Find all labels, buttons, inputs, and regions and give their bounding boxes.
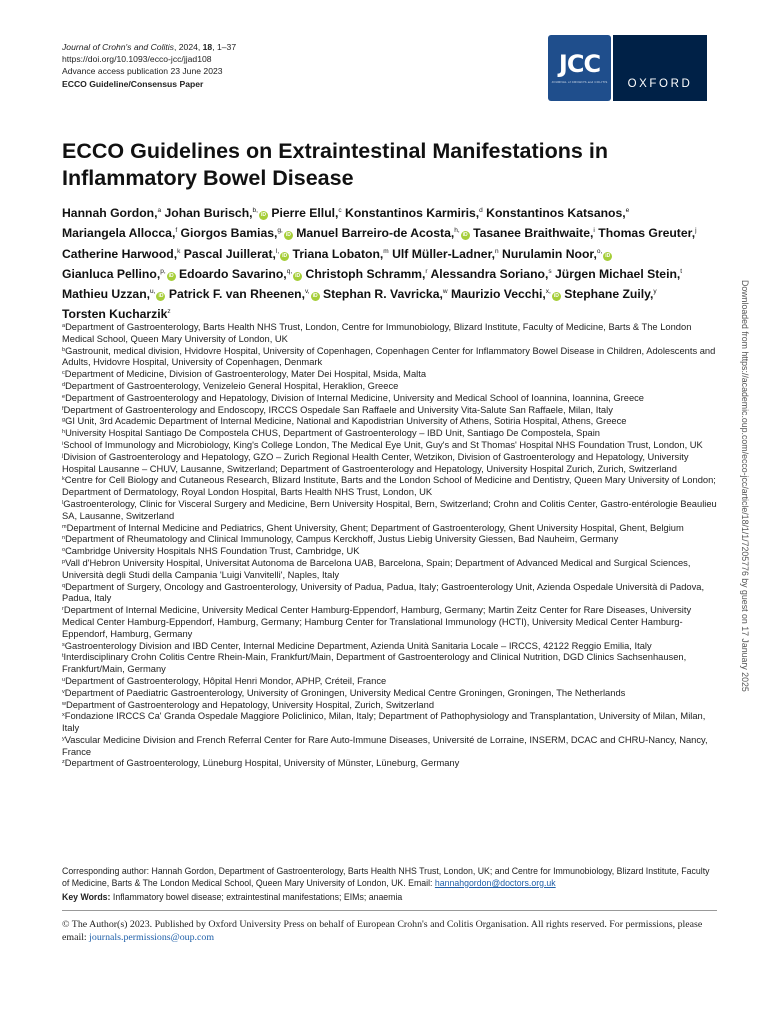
affiliation-marker: f	[175, 227, 178, 235]
affiliation-item	[62, 499, 717, 523]
affiliation-marker: p	[62, 558, 66, 565]
orcid-icon[interactable]: iD	[260, 212, 266, 218]
affiliation-marker: l,	[275, 247, 280, 255]
affiliation-item	[62, 440, 717, 452]
doi-link[interactable]: https://doi.org/10.1093/ecco-jcc/jjad108	[62, 54, 212, 64]
author-name-text: Patrick F. van Rheenen,	[168, 287, 305, 302]
affiliation-item	[62, 676, 717, 688]
affiliation-marker: k	[177, 247, 181, 255]
affiliation-item	[62, 393, 717, 405]
author-name-text: Pierre Ellul,	[271, 206, 339, 220]
affiliation-marker: u	[62, 676, 66, 683]
copyright-notice: © The Author(s) 2023. Published by Oxford University Press on behalf of European Crohn's and Colitis Organisation. All rights reserved. For permissions, please email: journals.permissions@oup.com	[62, 919, 703, 943]
affiliation-item	[62, 652, 717, 676]
affiliation-text: Department of Medicine, Division of Gastroenterology, Mater Dei Hospital, Msida, Malta	[64, 369, 427, 380]
affiliation-marker: d	[479, 207, 483, 214]
advance-access: Advance access publication 23 June 2023	[62, 66, 223, 76]
author-name[interactable]	[296, 226, 469, 240]
affiliation-marker: b	[62, 346, 66, 353]
author-name[interactable]	[486, 206, 629, 220]
author-name[interactable]	[62, 307, 171, 321]
affiliation-marker: o,	[596, 247, 603, 255]
author-list	[62, 203, 717, 325]
affiliation-marker: a	[62, 323, 66, 329]
affiliation-text: Department of Gastroenterology and Endoscopy, IRCCS Ospedale San Raffaele and University Vita-Salute San Raffaele, Milan, Italy	[63, 404, 613, 415]
affiliation-marker: x,	[545, 288, 551, 296]
affiliation-item	[62, 523, 717, 535]
jcc-logo: JCC JOURNAL of CROHN'S and COLITIS	[548, 35, 611, 101]
oxford-logo: OXFORD	[613, 35, 707, 101]
affiliation-text: Department of Gastroenterology, Lüneburg Hospital, University of Münster, Lüneburg, Germany	[64, 758, 460, 769]
affiliation-marker: e	[62, 393, 66, 400]
author-name[interactable]	[181, 226, 293, 240]
affiliation-marker: n	[62, 535, 66, 542]
affiliation-marker: c	[338, 207, 342, 214]
author-name-text: Konstantinos Karmiris,	[345, 206, 480, 220]
keywords: Key Words: Inflammatory bowel disease; extraintestinal manifestations; EIMs; anaemia	[62, 892, 403, 902]
affiliation-marker: j	[62, 452, 64, 459]
affiliation-text: Centre for Cell Biology and Cutaneous Research, Blizard Institute, Barts and the London School of Medicine and Dentistry, Queen Mary University of London; Department of Dermatology, Royal London Hospital, Barts Health NHS Trust, London, UK	[62, 475, 716, 498]
affiliation-marker: e	[625, 207, 630, 214]
affiliation-text: Gastroenterology Division and IBD Center, Internal Medicine Department, Azienda Unità Sanitaria Locale – IRCCS, 42122 Reggio Emilia, Italy	[64, 640, 652, 651]
affiliation-text: Department of Gastroenterology, Hôpital Henri Mondor, APHP, Créteil, France	[65, 675, 387, 686]
author-name[interactable]	[62, 206, 161, 220]
author-name-text: Mariangela Allocca,	[62, 226, 176, 241]
affiliation-text: Cambridge University Hospitals NHS Foundation Trust, Cambridge, UK	[65, 546, 360, 557]
author-name-text: Ulf Müller-Ladner,	[392, 246, 496, 261]
affiliation-text: Fondazione IRCCS Ca' Granda Ospedale Maggiore Policlinico, Milan, Italy; Department of Pathophysiology and Transplantation, University of Milan, Milan, Italy	[62, 711, 706, 734]
author-name-text: Manuel Barreiro-de Acosta,	[296, 226, 455, 241]
author-name[interactable]	[555, 267, 682, 281]
affiliation-text: GI Unit, 3rd Academic Department of Internal Medicine, National and Kapodistrian University of Athens, Sotiria Hospital, Athens, Greece	[65, 416, 627, 427]
paper-type: ECCO Guideline/Consensus Paper	[62, 79, 204, 89]
affiliation-text: Division of Gastroenterology and Hepatology, GZO – Zurich Regional Health Center, Wetzikon, Division of Gastroenterology and Hepatology, University Hospital Lausanne – CHUV, Lausanne, Switzerland; Department of Gastroenterology and Hepatology, University Hospital Zurich, Zurich, Switzerland	[62, 451, 689, 474]
affiliation-text: Department of Paediatric Gastroenterology, University of Groningen, University Medical Centre Groningen, Groningen, The Netherlands	[64, 687, 626, 698]
download-watermark: Downloaded from https://academic.oup.com/ecco-jcc/article/18/1/1/7205776 by guest on 17 January 2025	[740, 280, 750, 692]
affiliation-marker: u,	[150, 288, 156, 296]
affiliation-item	[62, 346, 717, 370]
orcid-icon[interactable]: iD	[295, 272, 301, 279]
affiliation-text: Department of Rheumatology and Clinical Immunology, Campus Kerckhoff, Justus Liebig University Giessen, Bad Nauheim, Germany	[65, 534, 619, 545]
author-name-text: Thomas Greuter,	[598, 226, 696, 241]
author-name[interactable]	[306, 267, 428, 281]
orcid-icon[interactable]: iD	[285, 232, 291, 239]
author-name-text: Maurizio Vecchi,	[450, 287, 546, 302]
orcid-icon[interactable]: iD	[553, 293, 559, 300]
volume: 18	[202, 42, 213, 52]
affiliation-text: School of Immunology and Microbiology, King's College London, The Medical Eye Unit, Guy's and St Thomas' Hospital NHS Foundation Trust, London, UK	[63, 439, 703, 450]
affiliation-text: Department of Gastroenterology, Barts Health NHS Trust, London, Centre for Immunobiology, Blizard Institute, Faculty of Medicine, Barts & The London Medical School, Queen Mary University of London, UK	[62, 322, 692, 344]
affiliation-list	[62, 322, 717, 770]
orcid-icon[interactable]: iD	[158, 293, 164, 300]
affiliation-text: Department of Surgery, Oncology and Gastroenterology, University of Padua, Padua, Italy; Gastroenterology Unit, Azienda Ospedale Università di Padova, Padua, Italy	[62, 581, 705, 604]
affiliation-text: Gastrounit, medical division, Hvidovre Hospital, University of Copenhagen, Copenhagen Center for Inflammatory Bowel Disease in Children, Adolescents and Adults, Hvidovre Hospital, University of Copenhagen, Denmark	[62, 345, 716, 368]
affiliation-marker: s	[548, 267, 552, 275]
affiliation-marker: w	[62, 700, 66, 707]
author-name-text: Giorgos Bamias,	[180, 226, 278, 241]
author-name[interactable]	[62, 247, 180, 261]
affiliation-text: Interdisciplinary Crohn Colitis Centre Rhein-Main, Frankfurt/Main, Department of Gastroenterology and Clinical Nutrition, DGD Clinics Sachsenhausen, Frankfurt/Main, Germany	[62, 652, 687, 675]
journal-name: Journal of Crohn's and Colitis	[62, 42, 174, 52]
affiliation-item	[62, 475, 717, 499]
affiliation-item	[62, 322, 717, 346]
author-name-text: Stephan R. Vavricka,	[322, 287, 443, 302]
affiliation-item	[62, 735, 717, 759]
keywords-label: Key Words:	[62, 892, 111, 902]
affiliation-marker: v,	[305, 288, 310, 296]
affiliation-marker: z	[167, 308, 171, 316]
author-name[interactable]	[179, 267, 302, 281]
affiliation-item	[62, 428, 717, 440]
author-name[interactable]	[293, 247, 389, 261]
journal-citation: Journal of Crohn's and Colitis, 2024, 18, 1–37	[62, 42, 237, 52]
author-name-text: Tasanee Braithwaite,	[473, 226, 594, 241]
affiliation-marker: m	[383, 247, 389, 255]
author-name-text: Konstantinos Katsanos,	[486, 206, 626, 220]
affiliation-marker: r	[425, 267, 428, 275]
affiliation-item	[62, 700, 717, 712]
author-name-text: Pascal Juillerat,	[183, 246, 276, 261]
affiliation-marker: s	[62, 641, 65, 648]
affiliation-text: Department of Gastroenterology, Venizeleio General Hospital, Heraklion, Greece	[65, 380, 399, 391]
author-name-text: Mathieu Uzzan,	[62, 287, 151, 302]
affiliation-marker: h	[62, 429, 66, 436]
affiliation-item	[62, 758, 717, 770]
author-name-text: Johan Burisch,	[164, 206, 253, 220]
author-name[interactable]	[62, 226, 177, 240]
author-name[interactable]	[323, 287, 448, 301]
author-name[interactable]	[62, 267, 176, 281]
affiliation-marker: t	[680, 267, 683, 275]
affiliation-marker: a	[157, 207, 162, 214]
author-name[interactable]	[164, 206, 267, 220]
author-name-text: Stephane Zuily,	[564, 287, 654, 302]
affiliation-marker: g,	[277, 227, 283, 235]
affiliation-marker: i	[62, 440, 64, 447]
affiliation-text: Gastroenterology, Clinic for Visceral Surgery and Medicine, Bern University Hospital, Bern, Switzerland; Crohn and Colitis Center, Gastro-entérologie Beaulieu SA, Lausanne, Switzerland	[62, 498, 717, 521]
affiliation-item	[62, 711, 717, 735]
affiliation-text: Vascular Medicine Division and French Referral Center for Rare Auto-Immune Diseases, Université de Lorraine, INSERM, DCAC and CHRU-Nancy, Nancy, France	[62, 734, 708, 757]
affiliation-marker: t	[62, 653, 64, 660]
author-name-text: Hannah Gordon,	[62, 206, 158, 220]
affiliation-marker: k	[62, 476, 65, 483]
affiliation-text: Vall d'Hebron University Hospital, Universitat Autonoma de Barcelona UAB, Barcelona, Spain; Department of Advanced Medical and Surgical Sciences, Università degli Studi della Campania 'Luigi Vanvitelli', Naples, Italy	[62, 557, 691, 580]
affiliation-item	[62, 369, 717, 381]
affiliation-item	[62, 605, 717, 640]
author-name[interactable]	[392, 247, 499, 261]
author-name-text: Jürgen Michael Stein,	[555, 266, 681, 281]
author-name[interactable]	[62, 287, 165, 301]
affiliation-marker: d	[62, 381, 66, 388]
author-name-text: Alessandra Soriano,	[430, 266, 549, 281]
divider	[62, 910, 717, 911]
article-title: ECCO Guidelines on Extraintestinal Manifestations in Inflammatory Bowel Disease	[62, 139, 608, 190]
affiliation-marker: i	[593, 227, 595, 235]
affiliation-marker: h,	[454, 227, 460, 235]
author-name[interactable]	[271, 206, 341, 220]
orcid-icon[interactable]: iD	[168, 272, 174, 279]
affiliation-marker: q,	[286, 267, 293, 275]
author-name[interactable]	[564, 287, 656, 301]
affiliation-text: University Hospital Santiago De Compostela CHUS, Department of Gastroenterology – IBD Unit, Santiago De Compostela, Spain	[65, 428, 600, 439]
affiliation-text: Department of Gastroenterology and Hepatology, University Hospital, Zurich, Switzerland	[65, 699, 435, 710]
author-name[interactable]	[431, 267, 552, 281]
orcid-icon[interactable]: iD	[312, 293, 318, 300]
affiliation-marker: g	[62, 417, 66, 424]
orcid-icon[interactable]: iD	[605, 252, 611, 259]
affiliation-item	[62, 534, 717, 546]
author-name[interactable]	[598, 226, 696, 240]
affiliation-marker: q	[62, 582, 66, 589]
permissions-email-link[interactable]: journals.permissions@oup.com	[89, 931, 214, 943]
affiliation-marker: m	[62, 523, 67, 530]
affiliation-marker: y	[653, 288, 657, 296]
author-name-text: Triana Lobaton,	[292, 246, 384, 261]
affiliation-marker: f	[62, 405, 64, 412]
affiliation-item	[62, 688, 717, 700]
affiliation-text: Department of Internal Medicine and Pediatrics, Ghent University, Ghent; Department of Gastroenterology, Ghent University Hospital, Ghent, Belgium	[66, 522, 684, 533]
affiliation-marker: j	[695, 227, 697, 235]
author-name[interactable]	[345, 206, 483, 220]
author-name[interactable]	[502, 247, 612, 261]
affiliation-item	[62, 416, 717, 428]
author-name[interactable]	[473, 226, 595, 240]
affiliation-text: Department of Gastroenterology and Hepatology, Division of Internal Medicine, University and Medical School of Ioannina, Ioannina, Greece	[65, 392, 645, 403]
affiliation-item	[62, 546, 717, 558]
affiliation-item	[62, 641, 717, 653]
affiliation-marker: n	[495, 247, 499, 255]
author-name-text: Gianluca Pellino,	[62, 266, 161, 281]
affiliation-text: Department of Internal Medicine, University Medical Center Hamburg-Eppendorf, Hamburg, Germany; Martin Zeitz Center for Rare Diseases, University Medical Center Hamburg-Eppendorf, Hamburg, Germany; Hamburg Center for Translational Immunology (HCTI), University Medical Center Hamburg-Eppendorf, Hamburg, Germany	[62, 605, 692, 639]
affiliation-item	[62, 405, 717, 417]
author-name-text: Christoph Schramm,	[305, 266, 426, 281]
affiliation-item	[62, 452, 717, 476]
author-name-text: Torsten Kucharzik	[62, 307, 168, 322]
author-name-text: Catherine Harwood,	[62, 246, 178, 261]
affiliation-item	[62, 558, 717, 582]
affiliation-marker: z	[62, 759, 65, 766]
affiliation-marker: y	[62, 735, 65, 742]
affiliation-marker: w	[442, 288, 448, 296]
affiliation-marker: b,	[252, 207, 258, 214]
article-metadata	[62, 41, 236, 90]
corresponding-email-link[interactable]: hannahgordon@doctors.org.uk	[434, 877, 556, 888]
affiliation-marker: p,	[160, 267, 166, 275]
affiliation-marker: r	[62, 606, 64, 613]
author-name-text: Nurulamin Noor,	[502, 246, 597, 261]
author-name[interactable]	[184, 247, 289, 261]
affiliation-marker: l	[62, 499, 64, 506]
author-name-text: Edoardo Savarino,	[179, 266, 287, 281]
orcid-icon[interactable]: iD	[462, 232, 468, 239]
affiliation-marker: x	[62, 712, 65, 719]
author-name[interactable]	[451, 287, 561, 301]
affiliation-marker: v	[62, 688, 65, 695]
affiliation-item	[62, 381, 717, 393]
corresponding-author: Corresponding author: Hannah Gordon, Department of Gastroenterology, Barts Health NHS Trust, London, UK; and Centre for Immunobiology, Blizard Institute, Faculty of Medicine, Barts & The London Medical School, Queen Mary University of London, UK. Email: hannahgordon@doctors.org.uk	[62, 866, 710, 888]
affiliation-marker: c	[62, 370, 65, 377]
affiliation-item	[62, 582, 717, 606]
author-name[interactable]	[169, 287, 320, 301]
affiliation-marker: o	[62, 547, 66, 554]
orcid-icon[interactable]: iD	[282, 252, 288, 259]
